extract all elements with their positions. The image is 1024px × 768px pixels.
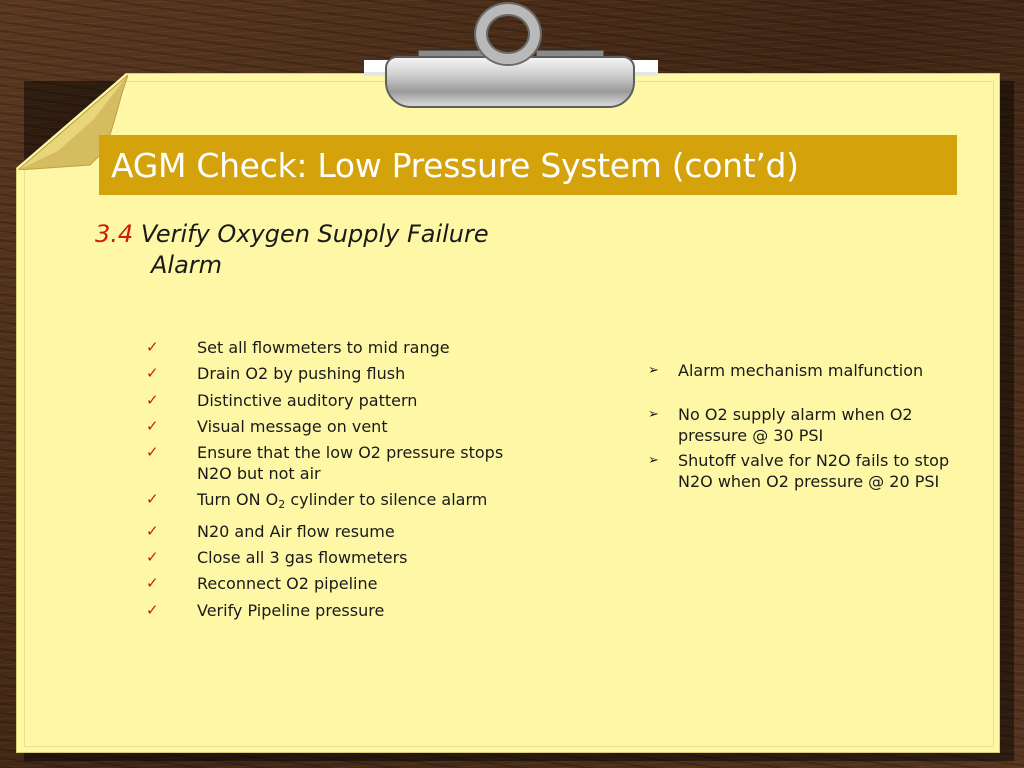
failure-modes-list <box>648 360 993 496</box>
failure-text-line1: Shutoff valve for N2O fails to stop <box>678 451 950 470</box>
failure-item <box>648 450 993 492</box>
section-title-line1: Verify Oxygen Supply Failure <box>140 220 489 248</box>
checkmark-icon: ✓ <box>146 521 159 540</box>
slide-title: AGM Check: Low Pressure System (cont’d) <box>111 145 799 185</box>
step-text-line1: Ensure that the low O2 pressure stops <box>197 443 504 463</box>
failure-item <box>648 404 993 446</box>
step-text: Drain O2 by pushing flush <box>197 364 406 384</box>
step-text: Visual message on vent <box>197 416 388 436</box>
step-text: Reconnect O2 pipeline <box>197 574 378 594</box>
clip-ring-icon <box>476 4 540 64</box>
step-item <box>146 337 566 358</box>
step-item <box>146 390 566 411</box>
failure-text-line1: Alarm mechanism malfunction <box>678 361 924 380</box>
section-title-line2: Alarm <box>151 251 223 279</box>
step-item <box>146 573 566 594</box>
step-item <box>146 521 566 542</box>
checkmark-icon: ✓ <box>146 574 159 593</box>
title-bar <box>99 135 957 195</box>
step-text-before: Turn ON O <box>197 490 279 510</box>
checkmark-icon: ✓ <box>146 416 159 435</box>
arrow-right-icon: ➢ <box>648 453 659 468</box>
step-item <box>146 416 566 437</box>
step-item <box>146 363 566 384</box>
arrow-right-icon: ➢ <box>648 363 659 378</box>
checkmark-icon: ✓ <box>146 548 159 567</box>
arrow-right-icon: ➢ <box>648 407 659 422</box>
failure-text-line2: pressure @ 30 PSI <box>678 426 824 445</box>
step-text: N20 and Air flow resume <box>197 521 395 541</box>
step-item <box>146 600 566 621</box>
step-text-after: cylinder to silence alarm <box>285 490 488 510</box>
step-text: Distinctive auditory pattern <box>197 390 418 410</box>
checkmark-icon: ✓ <box>146 443 159 462</box>
step-item <box>146 442 566 484</box>
step-text: Verify Pipeline pressure <box>197 600 385 620</box>
section-heading <box>95 219 615 281</box>
failure-item <box>648 360 993 381</box>
step-text: Close all 3 gas flowmeters <box>197 548 408 568</box>
checkmark-icon: ✓ <box>146 600 159 619</box>
step-text-line2: N2O but not air <box>197 464 321 484</box>
step-item <box>146 489 566 515</box>
checkmark-icon: ✓ <box>146 390 159 409</box>
failure-text-line2: N2O when O2 pressure @ 20 PSI <box>678 472 940 491</box>
failure-text-line1: No O2 supply alarm when O2 <box>678 405 913 424</box>
checkmark-icon: ✓ <box>146 338 159 356</box>
step-item <box>146 547 566 568</box>
step-subscript: 2 <box>278 498 286 512</box>
procedure-steps-list <box>146 337 566 626</box>
checkmark-icon: ✓ <box>146 364 159 383</box>
step-text: Set all flowmeters to mid range <box>197 338 450 357</box>
section-number: 3.4 <box>95 220 134 248</box>
checkmark-icon: ✓ <box>146 490 159 509</box>
